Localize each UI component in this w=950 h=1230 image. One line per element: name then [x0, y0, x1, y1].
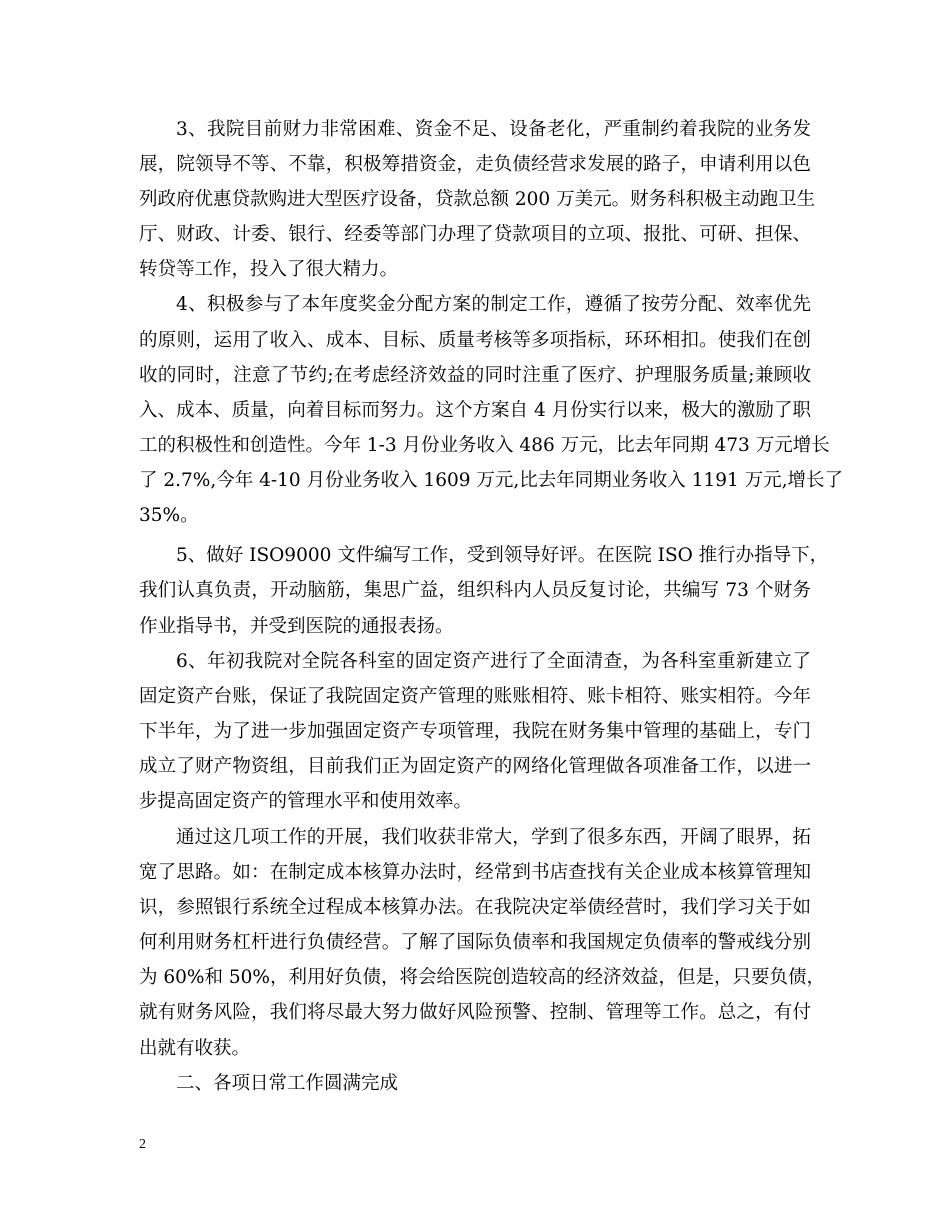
paragraph-7-line-1: 通过这几项工作的开展，我们收获非常大，学到了很多东西，开阔了眼界，拓 — [176, 827, 811, 848]
text-line — [0, 1033, 950, 1065]
text-line — [0, 751, 950, 783]
paragraph-3-line-4: 厅、财政、计委、银行、经委等部门办理了贷款项目的立项、报批、可研、担保、 — [139, 224, 811, 245]
text-line — [0, 892, 950, 924]
text-line — [0, 786, 950, 818]
page-number: 2 — [139, 1137, 146, 1152]
text-line — [0, 646, 950, 678]
paragraph-4-line-7: 35%。 — [139, 505, 199, 526]
text-line — [0, 465, 950, 497]
text-line — [0, 962, 950, 994]
text-line — [0, 395, 950, 427]
text-line — [0, 927, 950, 959]
paragraph-3-line-2: 展，院领导不等、不靠，积极筹措资金，走负债经营求发展的路子，申请利用以色 — [139, 154, 811, 175]
text-line — [0, 289, 950, 321]
paragraph-4-line-3: 收的同时，注意了节约;在考虑经济效益的同时注重了医疗、护理服务质量;兼顾收 — [139, 365, 811, 386]
paragraph-3-line-5: 转贷等工作，投入了很大精力。 — [139, 259, 399, 280]
text-line — [0, 716, 950, 748]
text-line — [0, 254, 950, 286]
paragraph-3-line-3: 列政府优惠贷款购进大型医疗设备，贷款总额 200 万美元。财务科积极主动跑卫生 — [139, 189, 816, 210]
paragraph-7-line-3: 识，参照银行系统全过程成本核算办法。在我院决定举债经营时，我们学习关于如 — [139, 897, 811, 918]
paragraph-6-line-2: 固定资产台账，保证了我院固定资产管理的账账相符、账卡相符、账实相符。今年 — [139, 686, 811, 707]
paragraph-7-line-7: 出就有收获。 — [139, 1038, 251, 1059]
paragraph-6-line-4: 成立了财产物资组，目前我们正为固定资产的网络化管理做各项准备工作，以进一 — [139, 756, 811, 777]
text-line — [0, 857, 950, 889]
text-line — [0, 500, 950, 532]
paragraph-7-line-2: 宽了思路。如：在制定成本核算办法时，经常到书店查找有关企业成本核算管理知 — [139, 862, 811, 883]
paragraph-4-line-5: 工的积极性和创造性。今年 1-3 月份业务收入 486 万元，比去年同期 473 万元增长 — [139, 435, 830, 456]
text-line — [0, 540, 950, 572]
text-line — [0, 184, 950, 216]
paragraph-6-line-1: 6、年初我院对全院各科室的固定资产进行了全面清查，为各科室重新建立了 — [176, 651, 811, 672]
text-line — [0, 681, 950, 713]
text-line — [0, 325, 950, 357]
paragraph-7-line-6: 就有财务风险，我们将尽最大努力做好风险预警、控制、管理等工作。总之，有付 — [139, 1002, 811, 1023]
paragraph-5-line-3: 作业指导书，并受到医院的通报表扬。 — [139, 616, 454, 637]
text-line — [0, 430, 950, 462]
text-line — [0, 360, 950, 392]
paragraph-4-line-6: 了 2.7%,今年 4-10 月份业务收入 1609 万元,比去年同期业务收入 1191 万元,增长了 — [139, 470, 844, 491]
text-line — [0, 611, 950, 643]
paragraph-7-line-4: 何利用财务杠杆进行负债经营。了解了国际负债率和我国规定负债率的警戒线分别 — [139, 932, 811, 953]
paragraph-6-line-3: 下半年，为了进一步加强固定资产专项管理，我院在财务集中管理的基础上，专门 — [139, 721, 811, 742]
paragraph-5-line-1: 5、做好 ISO9000 文件编写工作，受到领导好评。在医院 ISO 推行办指导下， — [176, 545, 829, 566]
text-line — [0, 997, 950, 1029]
paragraph-6-line-5: 步提高固定资产的管理水平和使用效率。 — [139, 791, 473, 812]
text-line — [0, 114, 950, 146]
paragraph-4-line-4: 入、成本、质量，向着目标而努力。这个方案自 4 月份实行以来，极大的激励了职 — [139, 400, 811, 421]
text-line — [0, 149, 950, 181]
paragraph-4-line-2: 的原则，运用了收入、成本、目标、质量考核等多项指标，环环相扣。使我们在创 — [139, 330, 811, 351]
paragraph-3-line-1: 3、我院目前财力非常困难、资金不足、设备老化，严重制约着我院的业务发 — [176, 119, 811, 140]
text-line — [0, 822, 950, 854]
paragraph-7-line-5: 为 60%和 50%，利用好负债，将会给医院创造较高的经济效益，但是，只要负债， — [139, 967, 826, 988]
section-heading: 二、各项日常工作圆满完成 — [176, 1073, 399, 1094]
text-line — [0, 575, 950, 607]
paragraph-4-line-1: 4、积极参与了本年度奖金分配方案的制定工作，遵循了按劳分配、效率优先 — [176, 294, 811, 315]
text-line — [0, 1068, 950, 1100]
text-line — [0, 219, 950, 251]
paragraph-5-line-2: 我们认真负责，开动脑筋，集思广益，组织科内人员反复讨论，共编写 73 个财务 — [139, 580, 811, 601]
